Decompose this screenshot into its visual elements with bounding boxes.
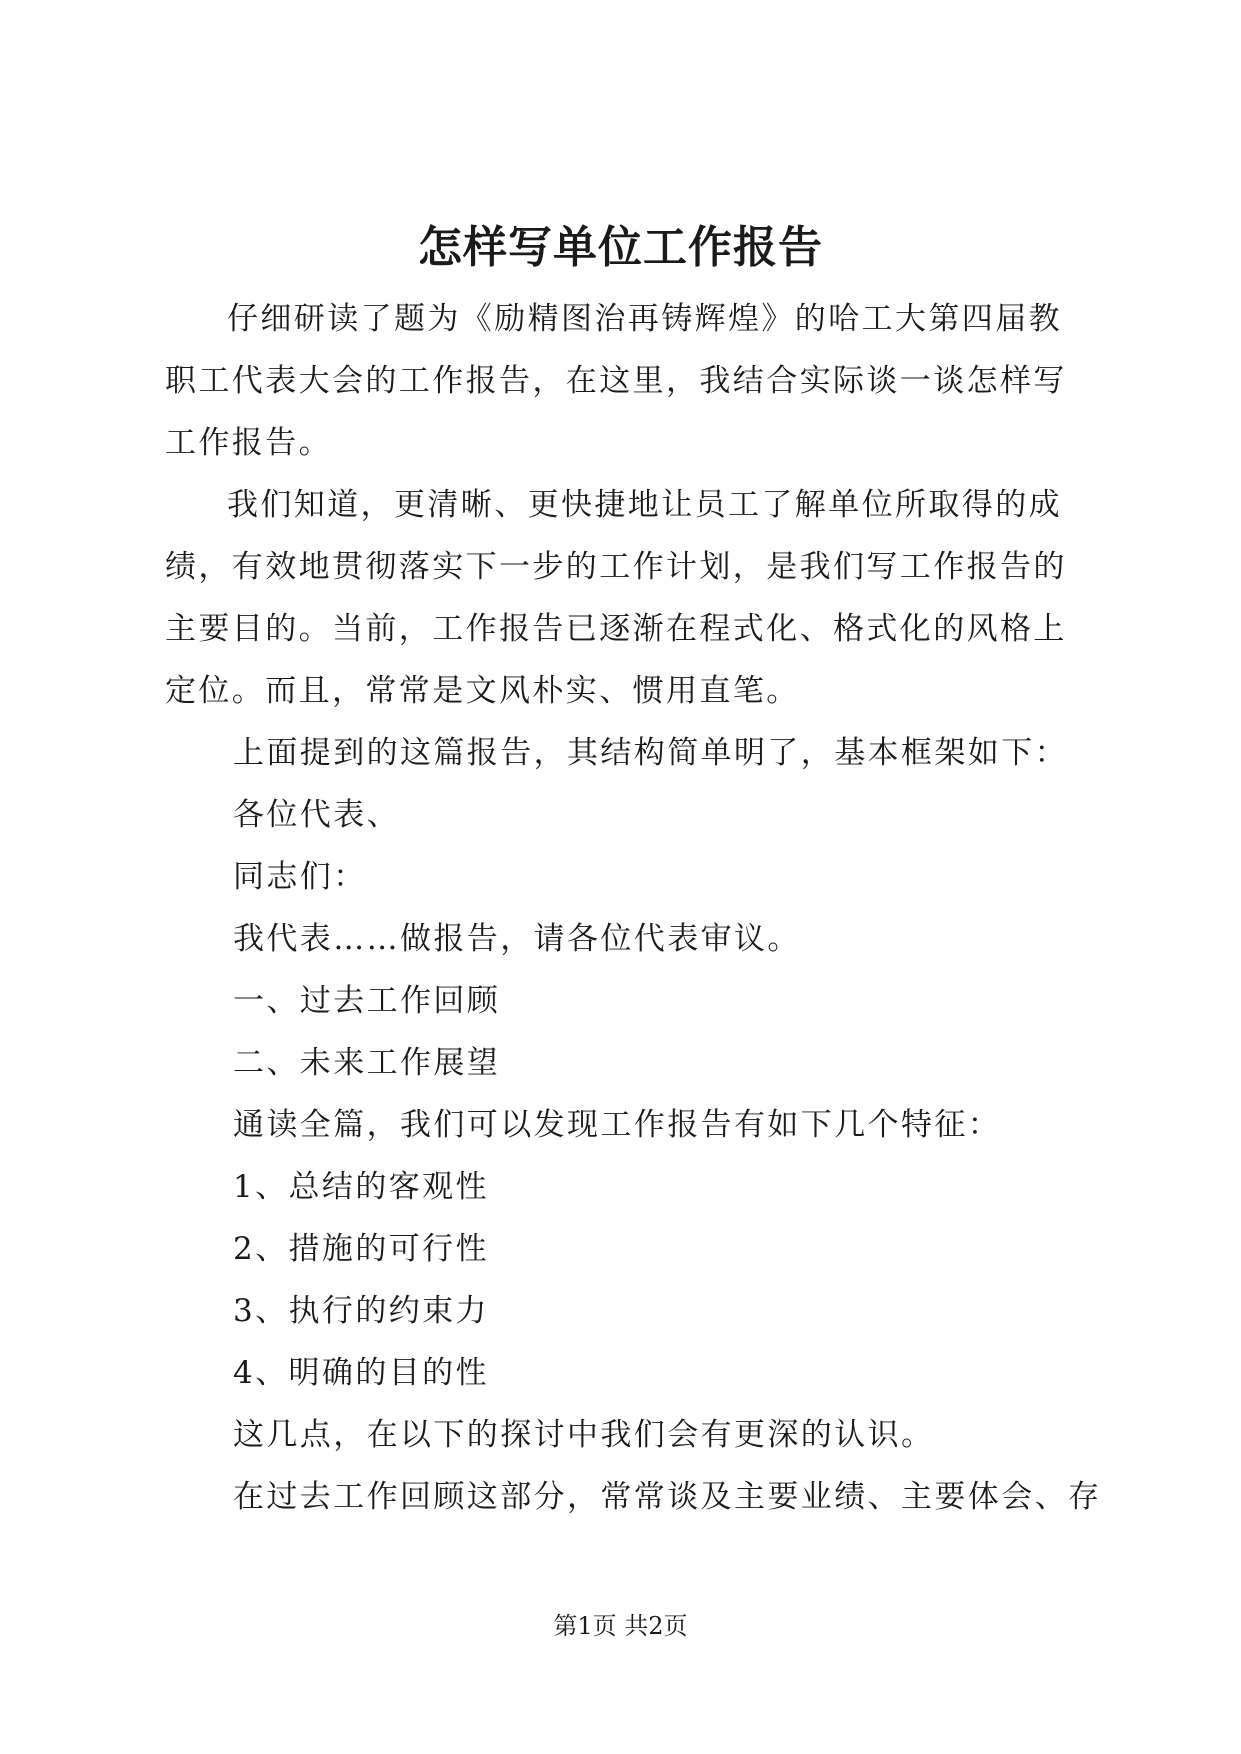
review-paragraph-start: 在过去工作回顾这部分，常常谈及主要业绩、主要体会、存	[233, 1479, 1102, 1515]
feature-item-4: 4、明确的目的性	[233, 1355, 489, 1391]
paragraph-2: 我们知道，更清晰、更快捷地让员工了解单位所取得的成绩，有效地贯彻落实下一步的工作计划，是我们写工作报告的主要目的。当前，工作报告已逐渐在程式化、格式化的风格上定位。而且，常常是文风朴实、惯用直笔。	[165, 487, 1067, 709]
page-footer: 第1页 共2页	[553, 1612, 688, 1640]
discussion-note: 这几点，在以下的探讨中我们会有更深的认识。	[233, 1417, 935, 1453]
feature-item-2: 2、措施的可行性	[233, 1231, 489, 1267]
feature-item-3: 3、执行的约束力	[233, 1293, 489, 1329]
structure-intro: 上面提到的这篇报告，其结构简单明了，基本框架如下：	[233, 735, 1068, 771]
document-title: 怎样写单位工作报告	[418, 222, 823, 273]
salutation-line-1: 各位代表、	[233, 797, 400, 833]
document-body	[165, 288, 1102, 1528]
feature-item-1: 1、总结的客观性	[233, 1169, 489, 1205]
section-heading-1: 一、过去工作回顾	[233, 983, 501, 1019]
section-heading-2: 二、未来工作展望	[233, 1045, 501, 1081]
salutation-line-2: 同志们：	[233, 859, 367, 895]
paragraph-1: 仔细研读了题为《励精图治再铸辉煌》的哈工大第四届教职工代表大会的工作报告，在这里，我结合实际谈一谈怎样写工作报告。	[165, 301, 1067, 461]
report-opening: 我代表……做报告，请各位代表审议。	[233, 921, 801, 957]
features-intro: 通读全篇，我们可以发现工作报告有如下几个特征：	[233, 1107, 1002, 1143]
